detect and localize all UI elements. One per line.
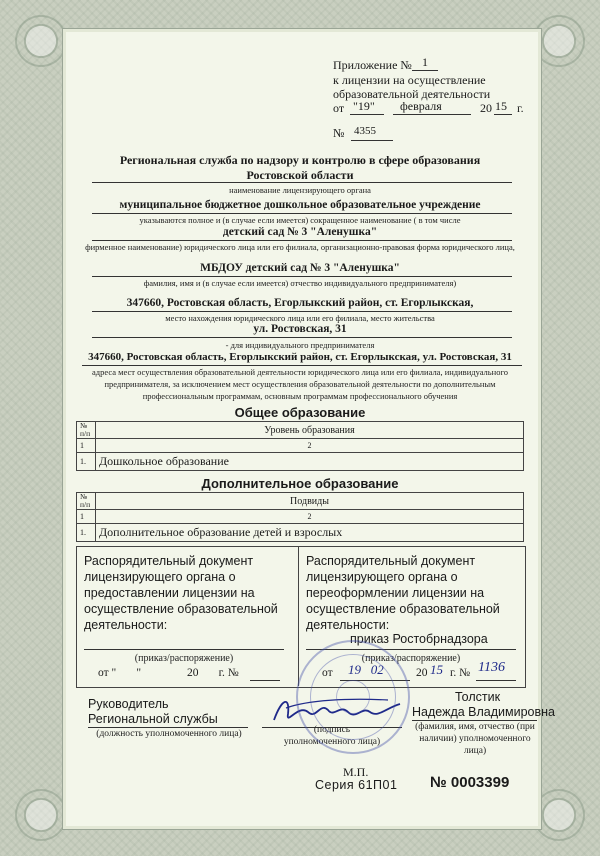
- appendix-line2: образовательной деятельности: [333, 87, 491, 101]
- general-row-num: 1.: [77, 453, 96, 471]
- general-idx1: 1: [77, 439, 96, 453]
- org-full-name: муниципальное бюджетное дошкольное образовательное учреждение: [119, 199, 481, 211]
- position-caption: (должность уполномоченного лица): [96, 729, 242, 739]
- right-order-year: 20: [416, 667, 428, 679]
- authority-caption: наименование лицензирующего органа: [229, 185, 371, 195]
- general-col-num: № п/п: [77, 422, 96, 439]
- appendix-ot: от: [333, 101, 345, 115]
- org-caption1: указываются полное и (в случае если имеется) сокращенное наименование ( в том числе: [139, 215, 461, 225]
- appendix-num-sign: №: [333, 126, 345, 140]
- additional-row-num: 1.: [77, 524, 96, 542]
- table-row: [77, 453, 524, 471]
- general-table: [76, 421, 524, 471]
- general-title: Общее образование: [234, 405, 366, 420]
- right-order-hand-num: 1136: [478, 660, 505, 675]
- authority-line1: Региональная служба по надзору и контролю в сфере образования: [119, 153, 481, 167]
- appendix-year: 15: [495, 99, 507, 113]
- right-order-ot: от: [322, 667, 333, 679]
- org-address2: ул. Ростовская, 31: [253, 323, 347, 335]
- authority-line2: Ростовской области: [246, 168, 354, 182]
- activity-address: 347660, Ростовская область, Егорлыкский район, ст. Егорлыкская, ул. Ростовская, 31: [88, 351, 512, 363]
- org-caption2: фирменное наименование) юридического лица или его филиала, организационно-правовая форма юридического лица,: [85, 242, 515, 252]
- org-caption5: - для индивидуального предпринимателя: [225, 340, 375, 350]
- table-row: [77, 524, 524, 542]
- org-caption3: фамилия, имя и (в случае если имеется) отчество индивидуального предпринимателя): [143, 278, 457, 288]
- right-order-hand-date: 19 02: [348, 662, 384, 677]
- additional-idx1: 1: [77, 510, 96, 524]
- form-serial-number: № 0003399: [430, 774, 510, 791]
- general-idx2: 2: [96, 439, 524, 453]
- name-caption3: лица): [463, 746, 487, 756]
- org-short-name: МБДОУ детский сад № 3 "Аленушка": [200, 262, 400, 274]
- form-series: Серия 61П01: [315, 778, 398, 792]
- right-order-name: приказ Ростобрнадзора: [350, 632, 488, 646]
- left-order-text: Распорядительный документ лицензирующего органа о предоставлении лицензии на осуществление образовательной деятельности:: [84, 554, 278, 632]
- additional-col-num: № п/п: [77, 493, 96, 510]
- additional-col-subtype: Подвиды: [96, 493, 524, 510]
- appendix-g: г.: [517, 101, 524, 115]
- additional-title: Дополнительное образование: [201, 476, 399, 491]
- additional-row-text: Дополнительное образование детей и взрослых: [96, 524, 524, 542]
- additional-table: [76, 492, 524, 542]
- org-caption7: предпринимателя, за исключением мест осуществления образовательной деятельности по дополнительным: [104, 379, 496, 389]
- left-order-date: от " " 20 г. №: [98, 667, 239, 679]
- mp-label: М.П.: [343, 765, 369, 779]
- right-order-hand-year: 15: [430, 662, 443, 677]
- right-order-g-num: г. №: [450, 667, 471, 679]
- signature-caption2: уполномоченного лица): [283, 737, 381, 747]
- appendix-line1: к лицензии на осуществление: [333, 73, 486, 87]
- right-order-text: Распорядительный документ лицензирующего органа о переоформлении лицензии на осуществление образовательной деятельности:: [306, 554, 500, 632]
- signatory-position1: Руководитель: [88, 697, 169, 711]
- general-col-level: Уровень образования: [96, 422, 524, 439]
- org-full-name2: детский сад № 3 "Аленушка": [222, 226, 378, 238]
- signatory-surname: Толстик: [455, 690, 501, 704]
- appendix-number: 1: [422, 55, 428, 69]
- name-caption1: (фамилия, имя, отчество (при: [415, 722, 535, 732]
- org-caption8: профессиональным программам, основным программам профессионального обучения: [142, 391, 458, 401]
- org-caption6: адреса мест осуществления образовательной деятельности юридического лица или его филиала, индивидуального: [91, 367, 508, 377]
- org-address1: 347660, Ростовская область, Егорлыкский район, ст. Егорлыкская,: [126, 297, 474, 309]
- left-order-caption: (приказ/распоряжение): [134, 653, 234, 664]
- name-caption2: наличии) уполномоченного: [419, 734, 531, 744]
- right-order-caption: (приказ/распоряжение): [361, 653, 461, 664]
- appendix-day: "19": [353, 99, 375, 113]
- signatory-name: Надежда Владимировна: [412, 705, 555, 719]
- appendix-month: февраля: [400, 99, 442, 113]
- signatory-position2: Региональной службы: [88, 712, 218, 726]
- official-stamp: [296, 640, 410, 754]
- appendix-label: Приложение №: [333, 58, 412, 72]
- license-number: 4355: [354, 125, 376, 137]
- signature-caption1: (подпись: [313, 725, 351, 735]
- additional-idx2: 2: [96, 510, 524, 524]
- general-row-text: Дошкольное образование: [96, 453, 524, 471]
- org-caption4: место нахождения юридического лица или его филиала, место жительства: [165, 313, 435, 323]
- appendix-year-prefix: 20: [480, 101, 492, 115]
